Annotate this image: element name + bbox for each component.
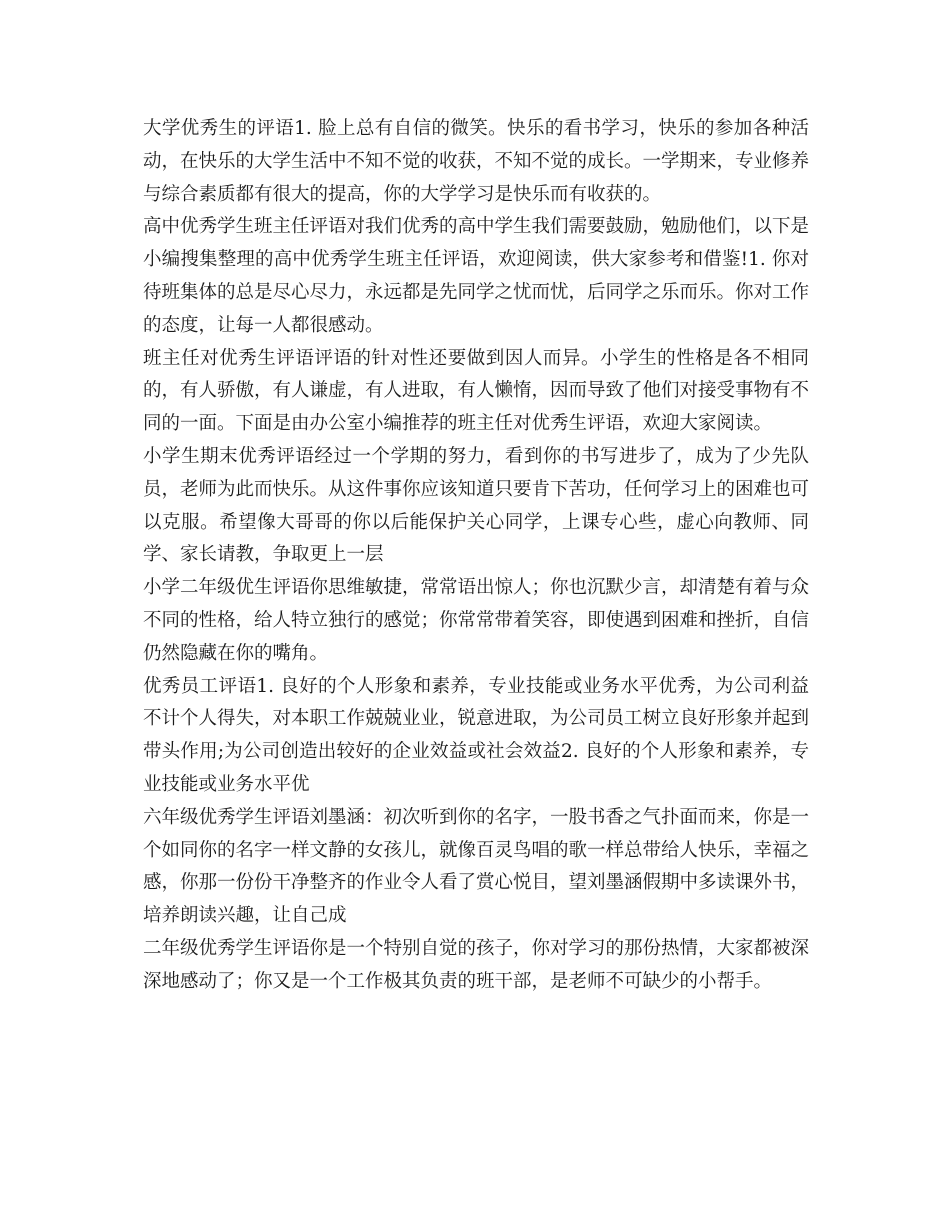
document-body xyxy=(143,113,809,999)
paragraph-grade-two-comment: 小学二年级优生评语你思维敏捷，常常语出惊人；你也沉默少言，却清楚有着与众不同的性格，给人特立独行的感觉；你常常带着笑容，即使遇到困难和挫折，自信仍然隐藏在你的嘴角。 xyxy=(143,577,810,664)
paragraph-primary-final-comment: 小学生期末优秀评语经过一个学期的努力，看到你的书写进步了，成为了少先队员，老师为此而快乐。从这件事你应该知道只要肯下苦功，任何学习上的困难也可以克服。希望像大哥哥的你以后能保护关心同学，上课专心些，虚心向教师、同学、家长请教，争取更上一层 xyxy=(143,445,810,566)
paragraph-college-student-comment: 大学优秀生的评语1. 脸上总有自信的微笑。快乐的看书学习，快乐的参加各种活动，在快乐的大学生活中不知不觉的收获，不知不觉的成长。一学期来，专业修养与综合素质都有很大的提高，你的大学学习是快乐而有收获的。 xyxy=(143,118,810,205)
paragraph-grade-six-comment: 六年级优秀学生评语刘墨涵：初次听到你的名字，一股书香之气扑面而来，你是一个如同你的名字一样文静的女孩儿，就像百灵鸟唱的歌一样总带给人快乐，幸福之感，你那一份份干净整齐的作业令人看了赏心悦目，望刘墨涵假期中多读课外书，培养朗读兴趣，让自己成 xyxy=(143,806,810,927)
paragraph-grade-two-student-comment: 二年级优秀学生评语你是一个特别自觉的孩子，你对学习的那份热情，大家都被深深地感动了；你又是一个工作极其负责的班干部，是老师不可缺少的小帮手。 xyxy=(143,937,810,992)
paragraph-employee-comment: 优秀员工评语1. 良好的个人形象和素养，专业技能或业务水平优秀，为公司利益不计个人得失，对本职工作兢兢业业，锐意进取，为公司员工树立良好形象并起到带头作用;为公司创造出较好的企业效益或社会效益2. 良好的个人形象和素养，专业技能或业务水平优 xyxy=(143,675,810,795)
paragraph-head-teacher-comment: 班主任对优秀生评语评语的针对性还要做到因人而异。小学生的性格是各不相同的，有人骄傲，有人谦虚，有人进取，有人懒惰，因而导致了他们对接受事物有不同的一面。下面是由办公室小编推荐的班主任对优秀生评语，欢迎大家阅读。 xyxy=(143,347,810,435)
paragraph-high-school-comment: 高中优秀学生班主任评语对我们优秀的高中学生我们需要鼓励，勉励他们，以下是小编搜集整理的高中优秀学生班主任评语，欢迎阅读，供大家参考和借鉴!1. 你对待班集体的总是尽心尽力，永远都是先同学之忧而忧，后同学之乐而乐。你对工作的态度，让每一人都很感动。 xyxy=(143,216,810,336)
